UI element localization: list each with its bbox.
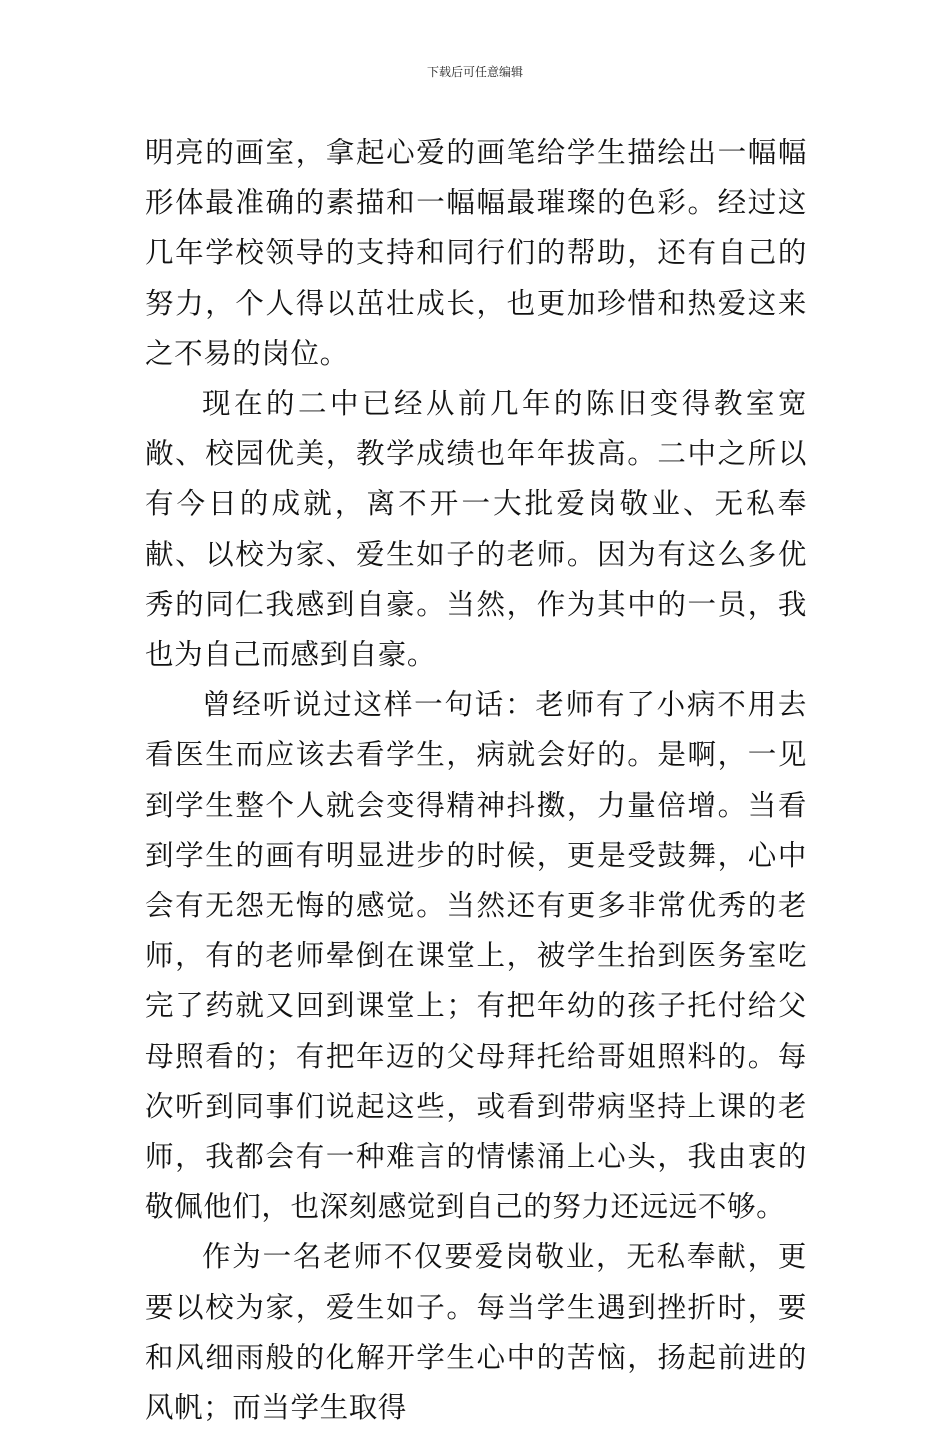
- paragraph: 曾经听说过这样一句话：老师有了小病不用去看医生而应该去看学生，病就会好的。是啊，一见到学生整个人就会变得精神抖擞，力量倍增。当看到学生的画有明显进步的时候，更是受鼓舞，心中会有无怨无悔的感觉。当然还有更多非常优秀的老师，有的老师晕倒在课堂上，被学生抬到医务室吃完了药就又回到课堂上；有把年幼的孩子托付给父母照看的；有把年迈的父母拜托给哥姐照料的。每次听到同事们说起这些，或看到带病坚持上课的老师，我都会有一种难言的情愫涌上心头，我由衷的敬佩他们，也深刻感觉到自己的努力还远远不够。: [145, 688, 807, 1224]
- document-body: [145, 128, 807, 1433]
- page-header: 下载后可任意编辑: [426, 65, 523, 79]
- paragraph: 作为一名老师不仅要爱岗敬业，无私奉献，更要以校为家，爱生如子。每当学生遇到挫折时，要和风细雨般的化解开学生心中的苦恼，扬起前进的风帆；而当学生取得: [145, 1240, 807, 1425]
- paragraph-continued: 明亮的画室，拿起心爱的画笔给学生描绘出一幅幅形体最准确的素描和一幅幅最璀璨的色彩。经过这几年学校领导的支持和同行们的帮助，还有自己的努力，个人得以茁壮成长，也更加珍惜和热爱这来之不易的岗位。: [145, 136, 807, 370]
- paragraph: 现在的二中已经从前几年的陈旧变得教室宽敞、校园优美，教学成绩也年年拔高。二中之所以有今日的成就，离不开一大批爱岗敬业、无私奉献、以校为家、爱生如子的老师。因为有这么多优秀的同仁我感到自豪。当然，作为其中的一员，我也为自己而感到自豪。: [145, 387, 807, 672]
